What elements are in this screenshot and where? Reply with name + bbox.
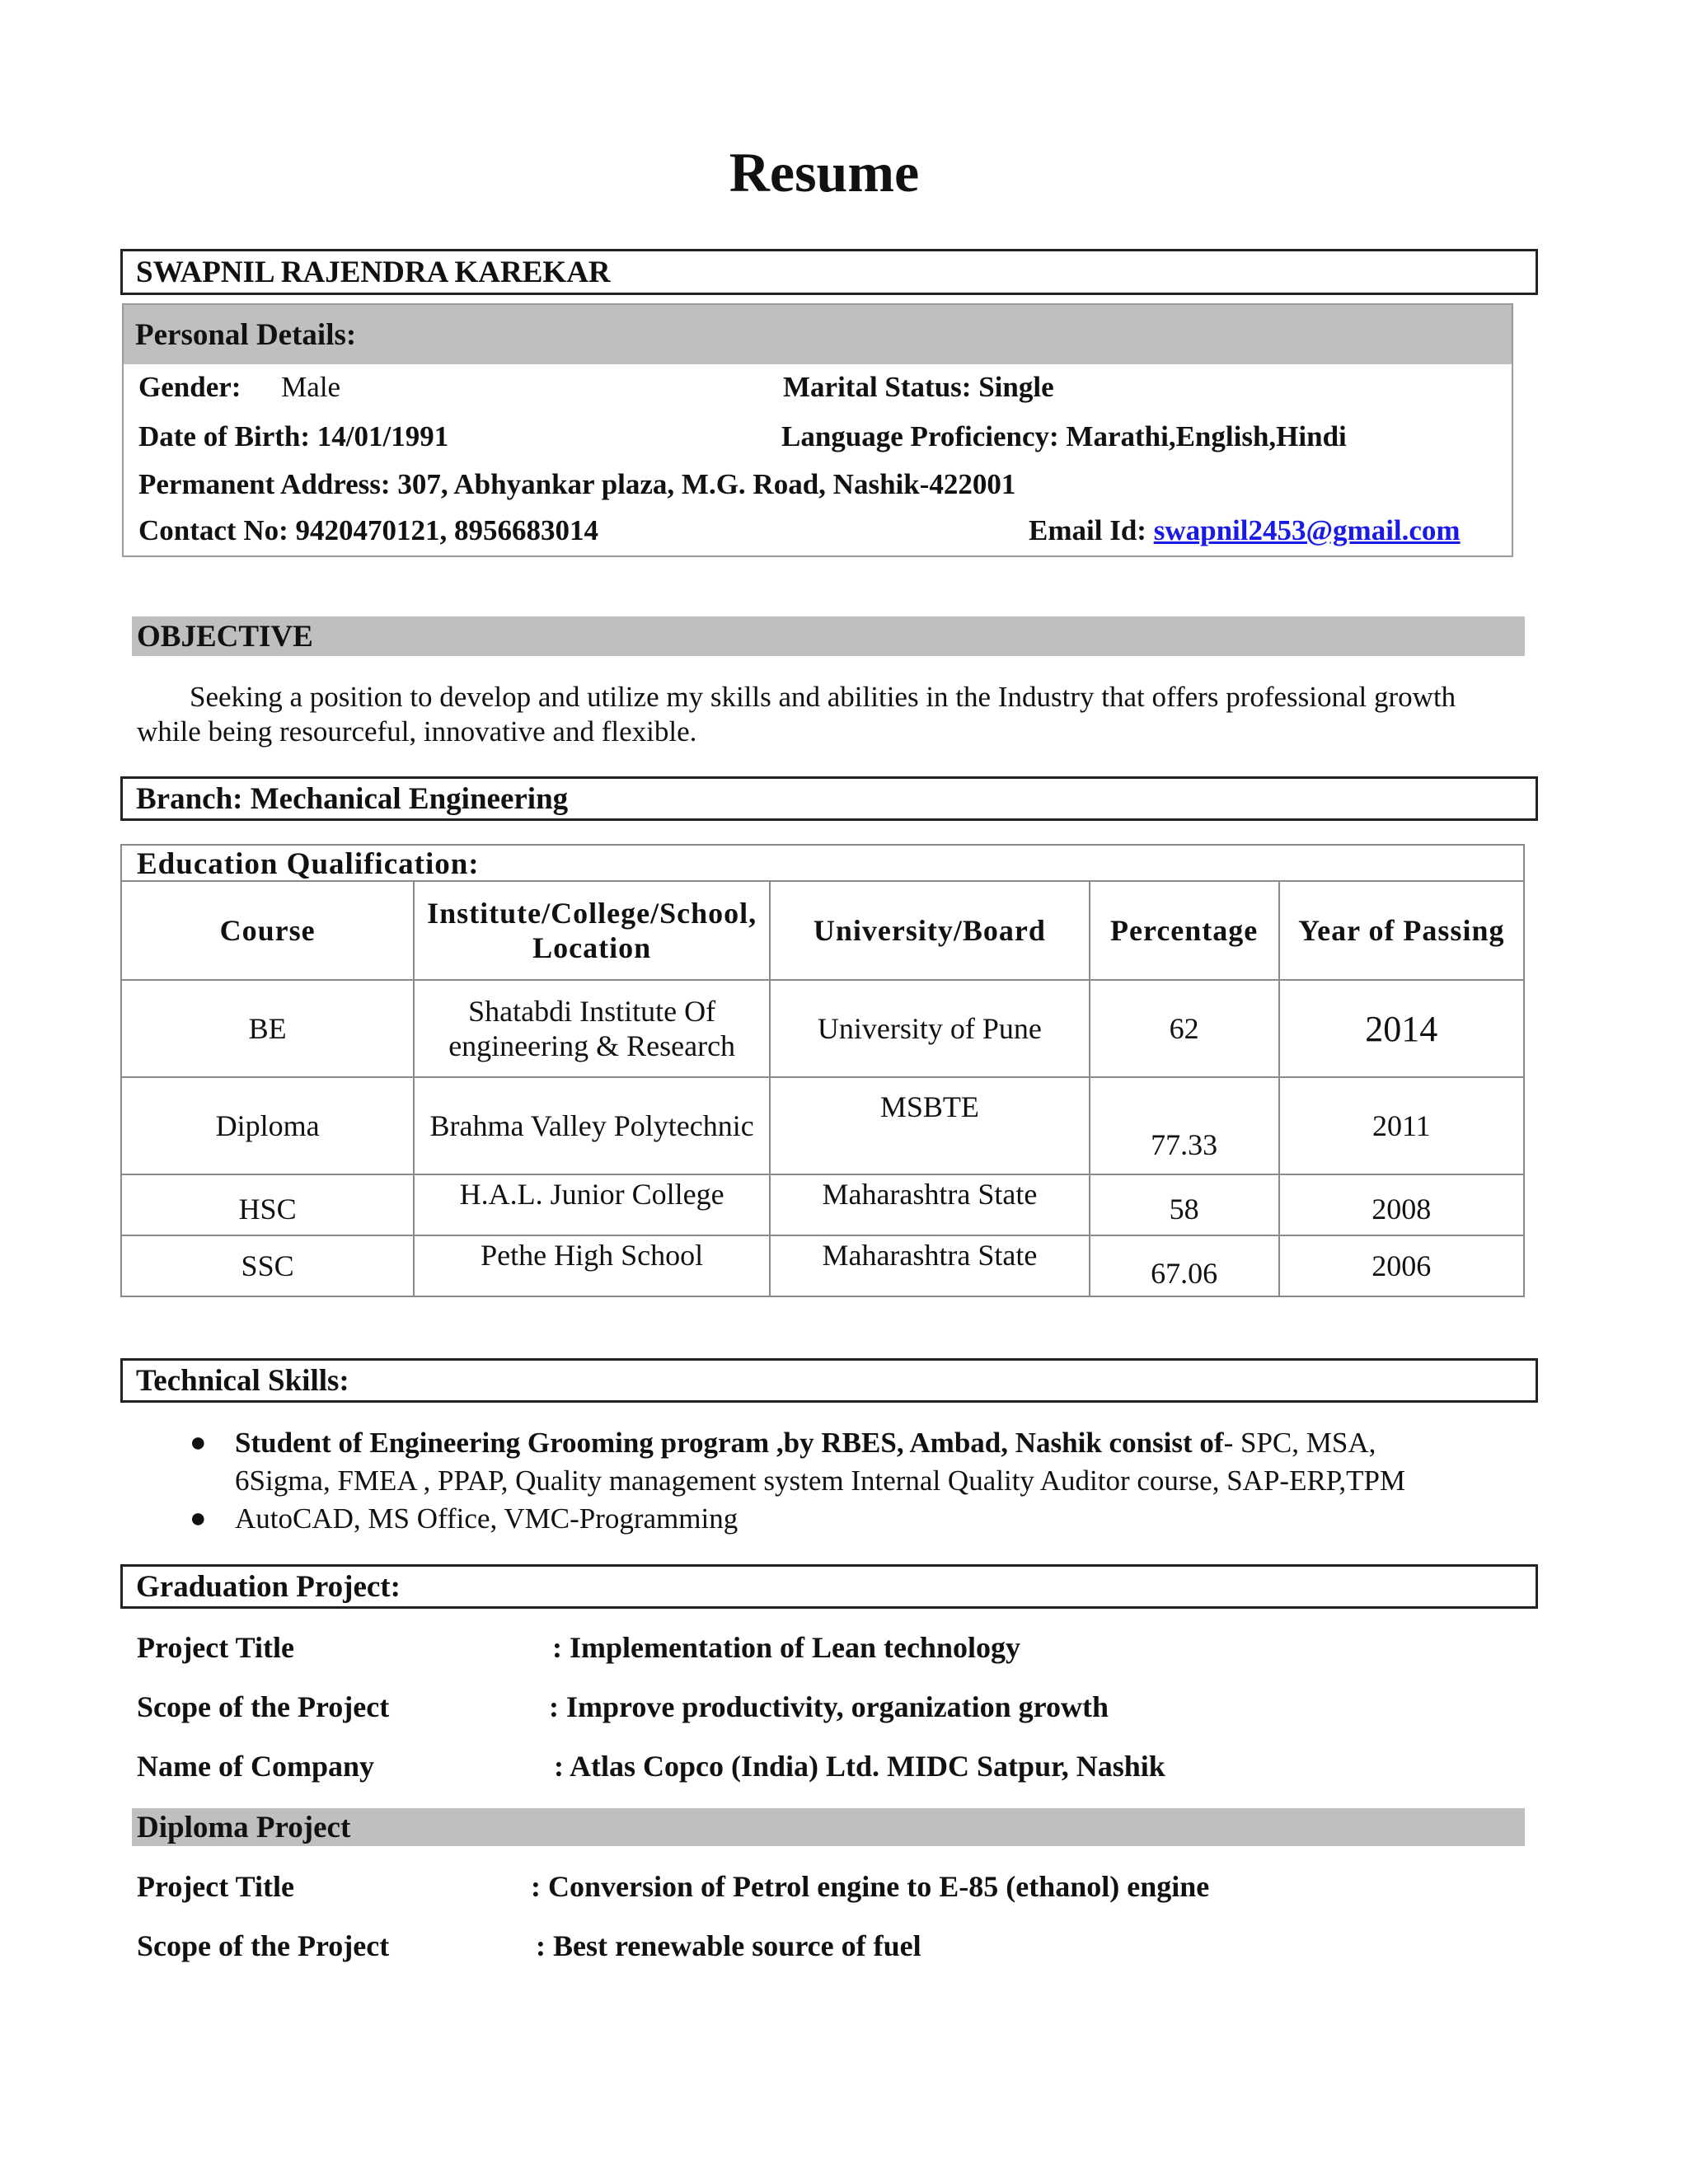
dip-project-scope-label: Scope of the Project bbox=[137, 1929, 390, 1962]
percentage-cell: 58 bbox=[1090, 1174, 1279, 1235]
branch-heading: Branch: Mechanical Engineering bbox=[120, 776, 1538, 821]
list-item bbox=[190, 1424, 1541, 1500]
objective-line-2: while being resourceful, innovative and flexible. bbox=[137, 715, 697, 748]
diploma-project-heading: Diploma Project bbox=[132, 1808, 1525, 1846]
grad-project-title-value: : Implementation of Lean technology bbox=[552, 1631, 1020, 1664]
education-table bbox=[120, 880, 1525, 1297]
bullet-icon: ● bbox=[190, 1427, 207, 1458]
header-year: Year of Passing bbox=[1279, 881, 1524, 980]
institute-cell: Brahma Valley Polytechnic bbox=[414, 1077, 770, 1174]
skill-1-rest: - SPC, MSA, bbox=[1223, 1427, 1376, 1459]
objective-line-1: Seeking a position to develop and utilize my skills and abilities in the Industry that offers professional growth bbox=[190, 681, 1456, 713]
language-proficiency: Language Proficiency: Marathi,English,Hindi bbox=[781, 420, 1347, 452]
candidate-name: SWAPNIL RAJENDRA KAREKAR bbox=[120, 249, 1538, 295]
graduation-project-heading: Graduation Project: bbox=[120, 1564, 1538, 1609]
percentage-cell: 62 bbox=[1090, 980, 1279, 1077]
grad-project-scope-label: Scope of the Project bbox=[137, 1690, 390, 1723]
list-item bbox=[190, 1500, 1541, 1538]
email-label: Email Id: bbox=[1029, 514, 1154, 546]
institute-cell: Shatabdi Institute Of engineering & Research bbox=[414, 980, 770, 1077]
skill-2: AutoCAD, MS Office, VMC-Programming bbox=[235, 1502, 738, 1535]
skill-1-bold: Student of Engineering Grooming program ,by RBES, Ambad, Nashik consist of bbox=[235, 1427, 1224, 1459]
university-cell: MSBTE bbox=[770, 1077, 1090, 1174]
table-row bbox=[121, 980, 1524, 1077]
percentage-cell: 77.33 bbox=[1090, 1077, 1279, 1174]
dip-project-title-value: : Conversion of Petrol engine to E-85 (ethanol) engine bbox=[531, 1870, 1210, 1903]
technical-skills-heading: Technical Skills: bbox=[120, 1358, 1538, 1403]
gender-value: Male bbox=[281, 371, 341, 403]
page-title: Resume bbox=[729, 141, 920, 204]
table-row bbox=[121, 1077, 1524, 1174]
year-cell: 2008 bbox=[1279, 1174, 1524, 1235]
course-cell: Diploma bbox=[121, 1077, 414, 1174]
grad-project-company-label: Name of Company bbox=[137, 1750, 374, 1783]
year-cell: 2006 bbox=[1279, 1235, 1524, 1296]
course-cell: HSC bbox=[121, 1174, 414, 1235]
skills-list bbox=[190, 1424, 1541, 1538]
percentage-cell: 67.06 bbox=[1090, 1235, 1279, 1296]
year-cell: 2011 bbox=[1279, 1077, 1524, 1174]
personal-details-heading: Personal Details: bbox=[124, 305, 1512, 364]
education-heading: Education Qualification: bbox=[120, 844, 1525, 882]
university-cell: Maharashtra State bbox=[770, 1235, 1090, 1296]
grad-project-company-value: : Atlas Copco (India) Ltd. MIDC Satpur, Nashik bbox=[554, 1750, 1165, 1783]
marital-status: Marital Status: Single bbox=[783, 371, 1054, 403]
date-of-birth: Date of Birth: 14/01/1991 bbox=[138, 420, 449, 452]
university-cell: University of Pune bbox=[770, 980, 1090, 1077]
course-cell: SSC bbox=[121, 1235, 414, 1296]
email-link[interactable]: swapnil2453@gmail.com bbox=[1153, 514, 1461, 546]
email-row bbox=[1029, 514, 1461, 547]
dip-project-scope-value: : Best renewable source of fuel bbox=[536, 1929, 921, 1962]
permanent-address: Permanent Address: 307, Abhyankar plaza, M.G. Road, Nashik-422001 bbox=[138, 468, 1016, 500]
header-university: University/Board bbox=[770, 881, 1090, 980]
objective-heading: OBJECTIVE bbox=[132, 616, 1525, 656]
gender-row bbox=[138, 371, 340, 404]
year-cell: 2014 bbox=[1279, 980, 1524, 1077]
grad-project-title-label: Project Title bbox=[137, 1631, 294, 1664]
header-course: Course bbox=[121, 881, 414, 980]
contact-number: Contact No: 9420470121, 8956683014 bbox=[138, 514, 599, 546]
table-row bbox=[121, 1235, 1524, 1296]
table-row bbox=[121, 1174, 1524, 1235]
gender-label: Gender: bbox=[138, 371, 241, 403]
dip-project-title-label: Project Title bbox=[137, 1870, 294, 1903]
skill-1-line-2: 6Sigma, FMEA , PPAP, Quality management system Internal Quality Auditor course, SAP-ERP,TPM bbox=[235, 1465, 1406, 1497]
institute-cell: H.A.L. Junior College bbox=[414, 1174, 770, 1235]
education-header-row bbox=[121, 881, 1524, 980]
grad-project-scope-value: : Improve productivity, organization growth bbox=[549, 1690, 1109, 1723]
course-cell: BE bbox=[121, 980, 414, 1077]
institute-cell: Pethe High School bbox=[414, 1235, 770, 1296]
header-institute: Institute/College/School, Location bbox=[414, 881, 770, 980]
bullet-icon: ● bbox=[190, 1503, 207, 1534]
header-percentage: Percentage bbox=[1090, 881, 1279, 980]
university-cell: Maharashtra State bbox=[770, 1174, 1090, 1235]
